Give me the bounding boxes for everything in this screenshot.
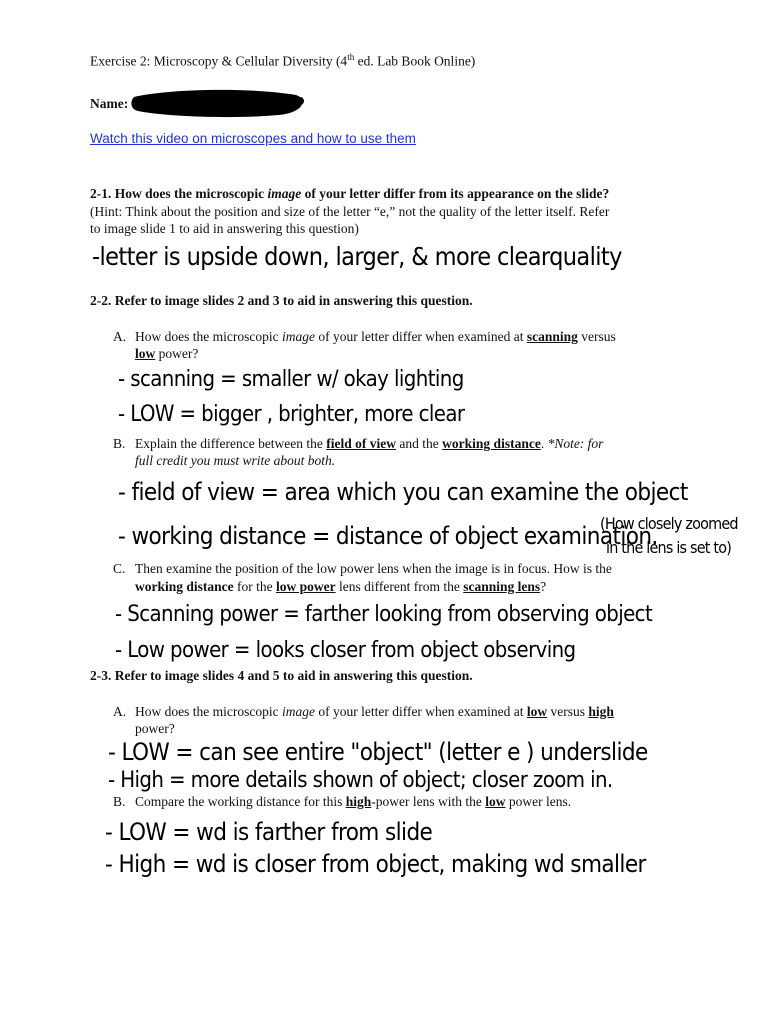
question-2-2-c-line2: working distance for the low power lens different from the scanning lens? [135, 579, 547, 594]
redaction-scribble [128, 87, 308, 121]
answer-2-2-a-2: - LOW = bigger , brighter, more clear [118, 402, 465, 427]
name-label: Name: [90, 96, 129, 111]
answer-2-3-a-1: - LOW = can see entire "object" (letter e ) underslide [108, 738, 648, 766]
question-2-2-b-note: full credit you must write about both. [135, 453, 336, 468]
answer-2-2-b-1: - field of view = area which you can examine the object [118, 478, 688, 506]
question-2-2-a-line2: low power? [135, 346, 199, 361]
question-2-2-a: A. How does the microscopic image of your letter differ when examined at scanning versus [113, 329, 616, 344]
question-2-2-c: C. Then examine the position of the low power lens when the image is in focus. How is the [113, 561, 612, 576]
question-2-3-a: A. How does the microscopic image of your letter differ when examined at low versus high [113, 704, 614, 719]
document-title: Exercise 2: Microscopy & Cellular Diversity (4th ed. Lab Book Online) [90, 52, 476, 69]
answer-2-2-b-side-2: in the lens is set to) [606, 538, 732, 557]
answer-2-3-a-2: - High = more details shown of object; closer zoom in. [108, 768, 613, 793]
question-2-3-heading: 2-3. Refer to image slides 4 and 5 to aid in answering this question. [90, 668, 473, 683]
answer-2-2-a-1: - scanning = smaller w/ okay lighting [118, 367, 464, 392]
answer-2-2-c-1: - Scanning power = farther looking from observing object [115, 602, 653, 627]
answer-2-3-b-1: - LOW = wd is farther from slide [105, 818, 433, 846]
answer-2-1: -letter is upside down, larger, & more clearquality [92, 242, 622, 271]
answer-2-3-b-2: - High = wd is closer from object, making wd smaller [105, 850, 646, 878]
answer-2-2-b-side-1: (How closely zoomed [600, 514, 738, 533]
answer-2-2-b-2: - working distance = distance of object examination. [118, 522, 658, 550]
question-2-1-hint-line1: (Hint: Think about the position and size of the letter “e,” not the quality of the letter itself. Refer [90, 204, 610, 219]
question-2-1-hint-line2: to image slide 1 to aid in answering this question) [90, 221, 359, 236]
question-2-2-heading: 2-2. Refer to image slides 2 and 3 to aid in answering this question. [90, 293, 473, 308]
question-2-2-b: B. Explain the difference between the field of view and the working distance. *Note: for [113, 436, 604, 451]
answer-2-2-c-2: - Low power = looks closer from object observing [115, 638, 576, 663]
question-2-1: 2-1. How does the microscopic image of your letter differ from its appearance on the slide? [90, 186, 610, 201]
video-link[interactable]: Watch this video on microscopes and how to use them [90, 131, 416, 146]
question-2-3-a-line2: power? [135, 721, 175, 736]
question-2-3-b: B. Compare the working distance for this high-power lens with the low power lens. [113, 794, 572, 809]
